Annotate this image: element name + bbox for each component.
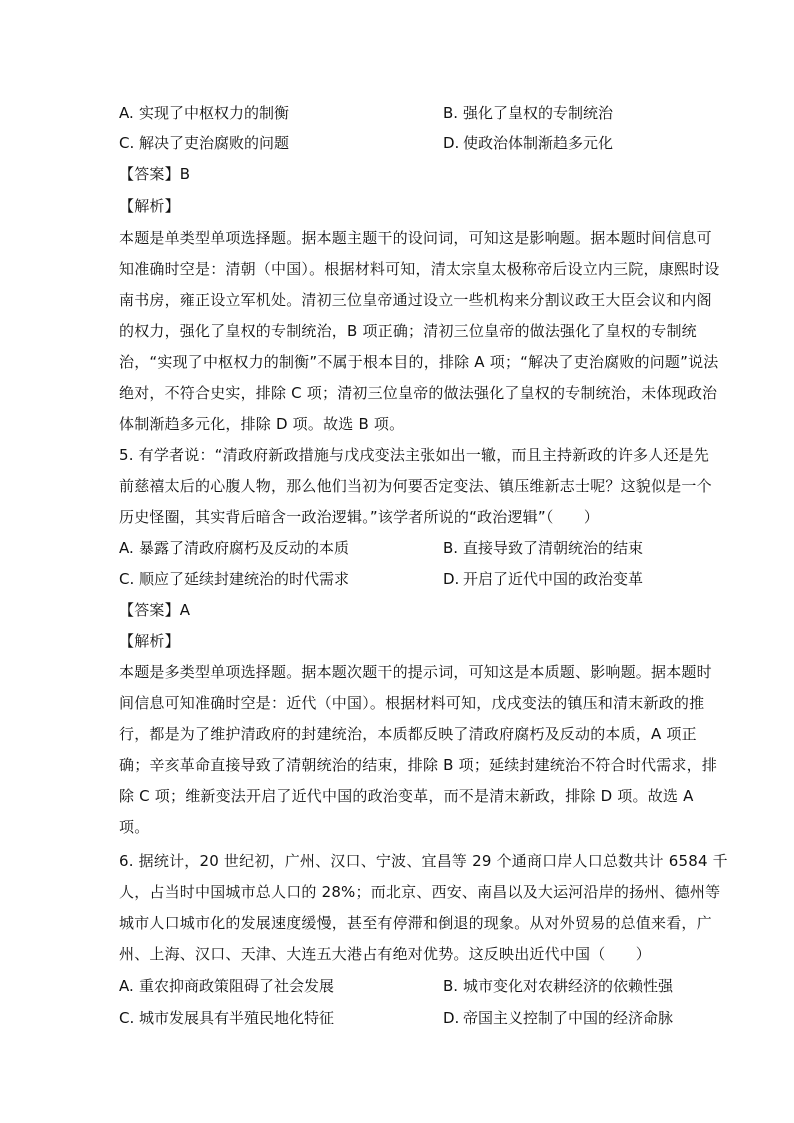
q5-stem-line: 5. 有学者说：“清政府新政措施与戊戌变法主张如出一辙，而且主持新政的许多人还是先: [119, 446, 710, 464]
q4-answer: 【答案】B: [119, 165, 191, 183]
option-text: 开启了近代中国的政治变革: [463, 570, 644, 588]
q4-analysis-line: 体制渐趋多元化，排除 D 项。故选 B 项。: [119, 415, 405, 433]
option-text: 实现了中枢权力的制衡: [139, 104, 290, 122]
q5-option-b: [443, 538, 643, 558]
option-letter: D.: [443, 1009, 460, 1027]
option-text: 帝国主义控制了中国的经济命脉: [463, 1009, 674, 1027]
q5-option-d: [443, 569, 643, 589]
option-letter: B.: [443, 539, 459, 557]
q6-option-d: [443, 1008, 673, 1028]
q6-option-c: [119, 1008, 334, 1028]
q6-option-b: [443, 976, 673, 996]
q6-stem-line: 6. 据统计，20 世纪初，广州、汉口、宁波、宜昌等 29 个通商口岸人口总数共计 6584 千: [119, 852, 728, 870]
option-letter: C.: [119, 570, 135, 588]
q4-option-b: [443, 103, 613, 123]
q4-analysis-line: 绝对，不符合史实，排除 C 项；清初三位皇帝的做法强化了皇权的专制统治，未体现政治: [119, 384, 718, 402]
option-letter: C.: [119, 134, 135, 152]
q4-option-a: [119, 103, 289, 123]
q5-analysis-line: 除 C 项；维新变法开启了近代中国的政治变革，而不是清末新政，排除 D 项。故选 A: [119, 787, 694, 805]
option-text: 使政治体制渐趋多元化: [463, 134, 614, 152]
option-letter: B.: [443, 977, 459, 995]
q4-analysis-line: 知准确时空是：清朝（中国）。根据材料可知，清太宗皇太极称帝后设立内三院，康熙时设: [119, 260, 720, 278]
option-letter: C.: [119, 1009, 135, 1027]
option-text: 解决了吏治腐败的问题: [139, 134, 290, 152]
option-letter: A.: [119, 977, 134, 995]
q4-option-c: [119, 133, 289, 153]
option-letter: A.: [119, 104, 134, 122]
q5-stem-line: 前慈禧太后的心腹人物，那么他们当初为何要否定变法、镇压维新志士呢？这貌似是一个: [119, 477, 712, 495]
q5-analysis-line: 间信息可知准确时空是：近代（中国）。根据材料可知，戊戌变法的镇压和清末新政的推: [119, 694, 705, 712]
q5-analysis-line: 本题是多类型单项选择题。据本题次题干的提示词，可知这是本质题、影响题。据本题时: [119, 663, 712, 681]
option-text: 城市发展具有半殖民地化特征: [139, 1009, 335, 1027]
q4-analysis-line: 南书房，雍正设立军机处。清初三位皇帝通过设立一些机构来分割议政王大臣会议和内阁: [119, 291, 712, 309]
q6-stem-line: 城市人口城市化的发展速度缓慢，甚至有停滞和倒退的现象。从对外贸易的总值来看，广: [119, 914, 712, 932]
option-letter: B.: [443, 104, 459, 122]
q4-analysis-line: 本题是单类型单项选择题。据本题主题干的设问词，可知这是影响题。据本题时间信息可: [119, 229, 712, 247]
q5-analysis-line: 行，都是为了维护清政府的封建统治，本质都反映了清政府腐朽及反动的本质，A 项正: [119, 725, 697, 743]
option-text: 重农抑商政策阻碍了社会发展: [139, 977, 335, 995]
option-letter: A.: [119, 539, 134, 557]
q4-analysis-line: 治，“实现了中枢权力的制衡”不属于根本目的，排除 A 项；“解决了吏治腐败的问题”说法: [119, 353, 719, 371]
q5-analysis-line: 确；辛亥革命直接导致了清朝统治的结束，排除 B 项；延续封建统治不符合时代需求，排: [119, 756, 718, 774]
option-letter: D.: [443, 570, 460, 588]
option-text: 顺应了延续封建统治的时代需求: [139, 570, 350, 588]
q6-stem-line: 州、上海、汉口、天津、大连五大港占有绝对优势。这反映出近代中国（ ）: [119, 945, 652, 963]
q4-option-d: [443, 133, 613, 153]
q5-analysis-label: 【解析】: [119, 632, 180, 650]
option-text: 城市变化对农耕经济的依赖性强: [463, 977, 674, 995]
option-text: 暴露了清政府腐朽及反动的本质: [139, 539, 350, 557]
q6-stem-line: 人，占当时中国城市总人口的 28%；而北京、西安、南昌以及大运河沿岸的扬州、德州等: [119, 883, 721, 901]
q5-stem-line: 历史怪圈，其实背后暗含一政治逻辑。”该学者所说的“政治逻辑”（ ）: [119, 508, 600, 526]
q4-analysis-line: 的权力，强化了皇权的专制统治，B 项正确；清初三位皇帝的做法强化了皇权的专制统: [119, 322, 697, 340]
q6-option-a: [119, 976, 334, 996]
q4-analysis-label: 【解析】: [119, 197, 180, 215]
q5-analysis-line: 项。: [119, 818, 150, 836]
option-text: 直接导致了清朝统治的结束: [463, 539, 644, 557]
option-text: 强化了皇权的专制统治: [463, 104, 614, 122]
option-letter: D.: [443, 134, 460, 152]
q5-answer: 【答案】A: [119, 601, 191, 619]
q5-option-a: [119, 538, 349, 558]
q5-option-c: [119, 569, 349, 589]
